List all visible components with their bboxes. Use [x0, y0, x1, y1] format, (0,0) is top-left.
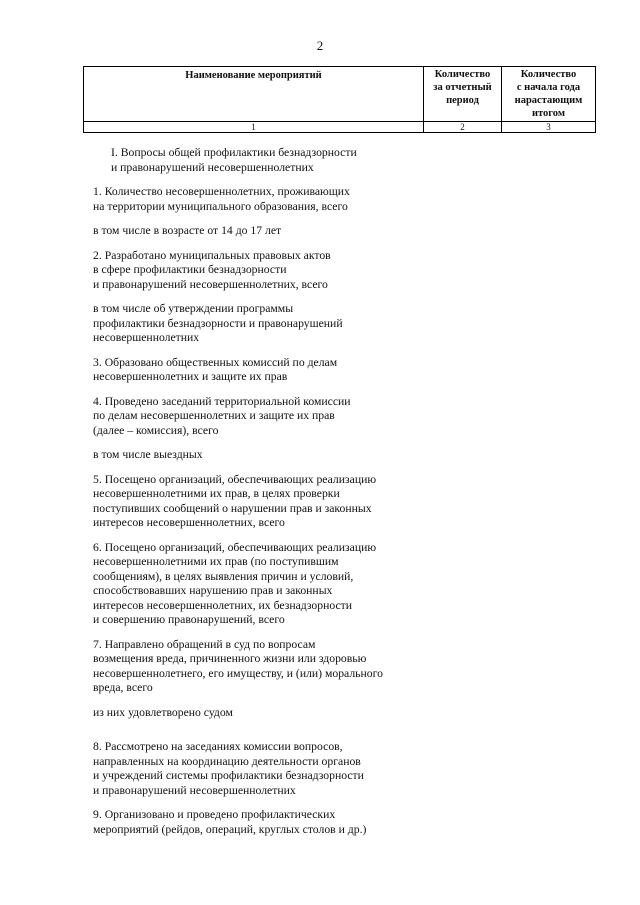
header-text: Наименование мероприятий	[185, 70, 322, 81]
text-line: 8. Рассмотрено на заседаниях комиссии вопросов,	[93, 740, 343, 753]
text-line: профилактики безнадзорности и правонарушений	[93, 316, 343, 330]
text-line: возмещения вреда, причиненного жизни или здоровью	[93, 652, 367, 665]
page-number: 2	[316, 38, 324, 53]
list-item	[93, 356, 423, 385]
text-line: 6. Посещено организаций, обеспечивающих реализацию	[93, 540, 377, 554]
text-line: 1. Количество несовершеннолетних, проживающих	[93, 185, 350, 198]
text-line: I. Вопросы общей профилактики безнадзорности	[111, 146, 357, 159]
text-line: из них удовлетворено судом	[93, 705, 233, 719]
text-line: на территории муниципального образования, всего	[93, 199, 348, 213]
list-item	[93, 740, 423, 798]
text-line: 9. Организовано и проведено профилактических	[93, 808, 336, 821]
text-line: способствовавших нарушению прав и законных	[93, 584, 333, 597]
header-cell-period	[424, 67, 502, 122]
list-item	[93, 249, 423, 293]
text-line: по делам несовершеннолетних и защите их прав	[93, 409, 335, 422]
text-line: в сфере профилактики безнадзорности	[93, 263, 287, 276]
column-number: 3	[502, 122, 596, 133]
text-line: и правонарушений несовершеннолетних	[111, 160, 314, 174]
text-line: несовершеннолетними их прав, в целях проверки	[93, 487, 340, 500]
text-line: 7. Направлено обращений в суд по вопросам	[93, 637, 316, 651]
text-line: поступивших сообщений о нарушении прав и законных	[93, 501, 372, 515]
list-item	[93, 224, 423, 239]
header-text: период	[446, 95, 479, 106]
list-item	[93, 448, 423, 463]
header-cell-cumulative	[502, 67, 596, 122]
column-number-row	[84, 122, 596, 133]
text-line: в том числе об утверждении программы	[93, 302, 294, 315]
text-line: 3. Образовано общественных комиссий по делам	[93, 355, 338, 369]
header-text: с начала года	[516, 82, 581, 93]
text-line: интересов несовершеннолетних, их безнадзорности	[93, 598, 353, 612]
list-item	[93, 638, 423, 696]
document-body	[93, 146, 423, 837]
list-item	[93, 808, 423, 837]
text-line: 4. Проведено заседаний территориальной комиссии	[93, 394, 351, 408]
text-line: вреда, всего	[93, 681, 153, 694]
header-text: Количество	[520, 69, 577, 80]
list-item	[93, 302, 423, 346]
report-table-header	[83, 66, 596, 133]
text-line: и правонарушений несовершеннолетних, всего	[93, 277, 328, 291]
text-line: интересов несовершеннолетних, всего	[93, 516, 285, 529]
text-line: сообщениям), в целях выявления причин и условий,	[93, 569, 354, 583]
column-number: 2	[424, 122, 502, 133]
list-item	[93, 706, 423, 721]
text-line: и правонарушений несовершеннолетних	[93, 783, 296, 797]
text-line: направленных на координацию деятельности органов	[93, 754, 361, 768]
text-line: в том числе выездных	[93, 448, 203, 461]
text-line: 2. Разработано муниципальных правовых актов	[93, 248, 331, 262]
text-line: несовершеннолетними их прав (по поступившим	[93, 555, 339, 568]
list-item	[93, 473, 423, 531]
text-line: (далее – комиссия), всего	[93, 423, 219, 437]
text-line: в том числе в возрасте от 14 до 17 лет	[93, 224, 282, 237]
header-text: нарастающим	[514, 95, 583, 106]
text-line: 5. Посещено организаций, обеспечивающих реализацию	[93, 472, 377, 486]
list-item	[93, 541, 423, 628]
text-line: мероприятий (рейдов, операций, круглых столов и др.)	[93, 822, 367, 836]
text-line: несовершеннолетних	[93, 331, 200, 344]
column-number: 1	[84, 122, 424, 133]
header-text: за отчетный	[433, 82, 492, 93]
section-title	[93, 146, 423, 175]
header-text: итогом	[531, 108, 566, 119]
text-line: несовершеннолетнего, его имуществу, и (или) морального	[93, 666, 383, 680]
text-line: и совершению правонарушений, всего	[93, 613, 285, 626]
text-line: несовершеннолетних и защите их прав	[93, 370, 288, 383]
list-item	[93, 185, 423, 214]
text-line: и учреждений системы профилактики безнадзорности	[93, 769, 364, 782]
header-row	[84, 67, 596, 122]
header-text: Количество	[434, 69, 491, 80]
list-item	[93, 395, 423, 439]
header-cell-activities	[84, 67, 424, 122]
